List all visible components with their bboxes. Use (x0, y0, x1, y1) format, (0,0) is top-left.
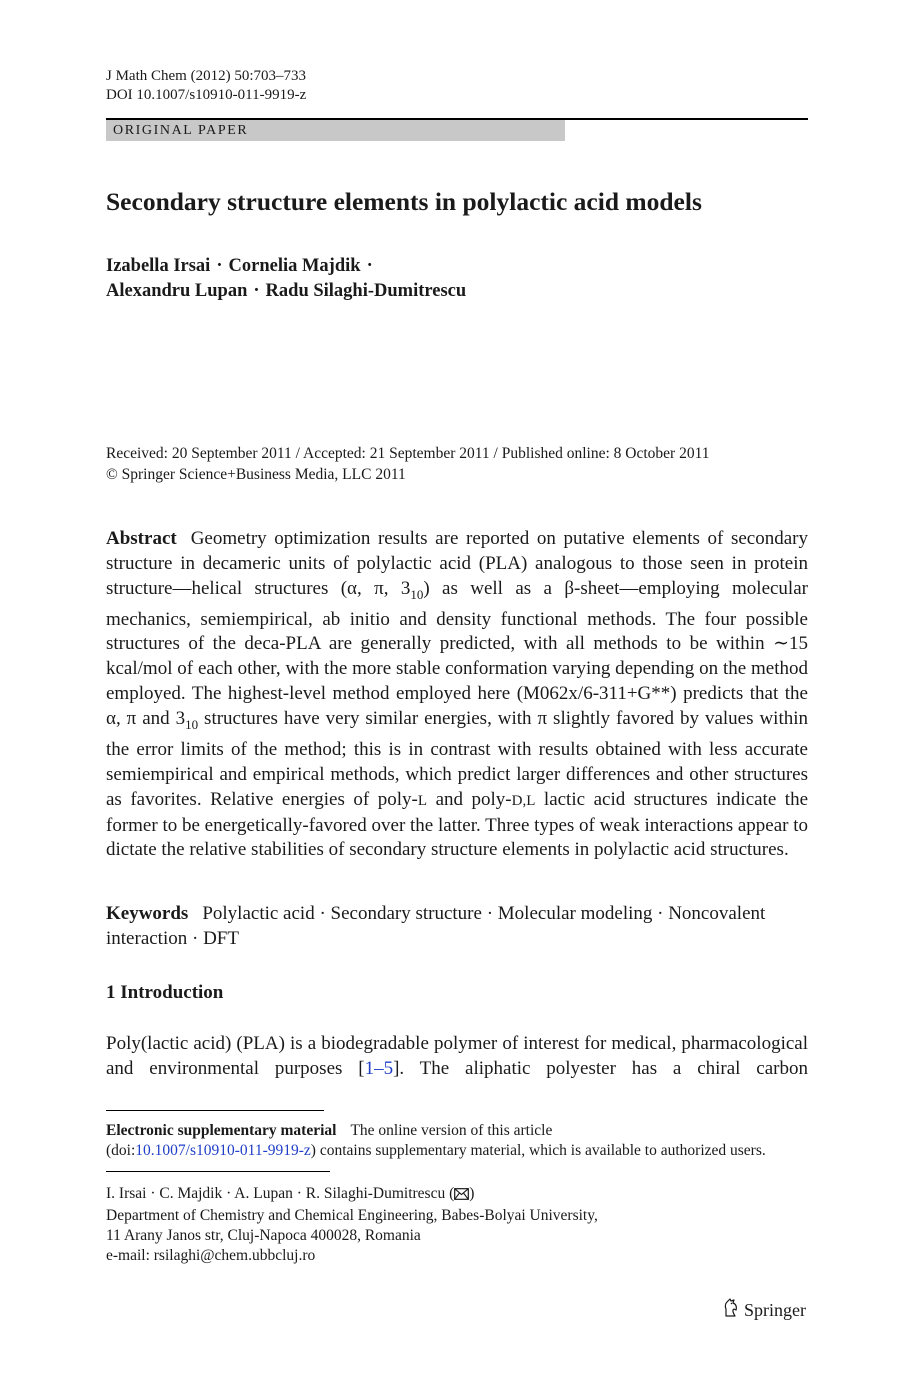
introduction-paragraph (106, 1031, 808, 1081)
springer-horse-icon (722, 1298, 740, 1323)
affiliation (106, 1184, 598, 1266)
abstract-text: lactic acid structures indicate the former to be energetically-favored over the latter. Three types of weak interactions appear to dictate the relative stabilities of secondary structure elements in polylactic acid structures. (106, 788, 809, 861)
journal-header (106, 67, 306, 105)
article-history (106, 443, 710, 485)
section-heading: 1 Introduction (106, 982, 224, 1003)
intro-text: ]. The aliphatic polyester has a chiral carbon (393, 1058, 808, 1079)
publisher-name: Springer (744, 1300, 806, 1320)
intro-text: Poly(lactic acid) (PLA) is a biodegradable polymer of interest for medical, pharmacological and environmental purposes [ (106, 1033, 808, 1079)
affiliation-authors: I. Irsai · C. Majdik · A. Lupan · R. Silaghi-Dumitrescu ( (106, 1185, 455, 1202)
supplementary-text: The online version of this article (350, 1122, 553, 1139)
author-list (106, 254, 466, 304)
article-type-label: ORIGINAL PAPER (106, 120, 565, 141)
subscript: 10 (410, 586, 424, 602)
reference-link[interactable]: 5 (383, 1058, 394, 1079)
supplementary-note (106, 1121, 808, 1161)
affiliation-department: Department of Chemistry and Chemical Engineering, Babes-Bolyai University, (106, 1207, 598, 1224)
small-caps-text: L (417, 792, 428, 809)
abstract-text: structures have very similar energies, with π slightly favored by values within the error limits of the method; this is in contrast with results obtained with less accurate semiempirical and empirical methods, which predict larger differences and other structures as favorites. Relative energies of poly- (106, 708, 808, 810)
author-separator: · (253, 281, 260, 301)
footnote-rule (106, 1110, 324, 1111)
keywords-heading: Keywords (106, 903, 189, 924)
paper-title: Secondary structure elements in polylactic acid models (106, 187, 702, 216)
journal-citation: J Math Chem (2012) 50:703–733 (106, 68, 306, 84)
history-dates: Received: 20 September 2011 / Accepted: 21 September 2011 / Published online: 8 October 2011 (106, 445, 710, 462)
affiliation-authors-end: ) (469, 1185, 475, 1202)
abstract-text: Geometry optimization results are reported on putative elements of secondary structure in decameric units of polylactic acid (PLA) analogous to those seen in protein structure—helical structures (α, π, 3 (106, 528, 808, 599)
copyright-line: © Springer Science+Business Media, LLC 2011 (106, 466, 406, 483)
publisher-logo (722, 1298, 806, 1323)
reference-dash: – (374, 1058, 384, 1079)
reference-link[interactable]: 1 (364, 1058, 375, 1079)
affiliation-email: e-mail: rsilaghi@chem.ubbcluj.ro (106, 1247, 316, 1264)
journal-doi: DOI 10.1007/s10910-011-9919-z (106, 87, 307, 103)
supplementary-text: ) contains supplementary material, which is available to authorized users. (310, 1142, 766, 1159)
author-separator: · (216, 256, 223, 276)
author-name: Izabella Irsai (106, 256, 211, 276)
affiliation-address: 11 Arany Janos str, Cluj-Napoca 400028, Romania (106, 1227, 421, 1244)
author-separator: · (366, 256, 373, 276)
author-name: Cornelia Majdik (228, 256, 361, 276)
small-caps-text: D,L (511, 792, 536, 809)
author-name: Radu Silaghi-Dumitrescu (265, 281, 467, 301)
footnote-rule (106, 1171, 330, 1172)
doi-link[interactable]: 10.1007/s10910-011-9919-z (135, 1142, 311, 1159)
subscript: 10 (185, 716, 199, 732)
abstract-text: ) as well as a β-sheet—employing molecular mechanics, semiempirical, ab initio and density functional methods. The four possible structures of the deca-PLA are generally predicted, with all methods to be within ∼15 kcal/mol of each other, with the more stable conformation varying depending on the method employed. The highest-level method employed here (M062x/6-311+G**) predicts that the α, π and 3 (106, 577, 808, 730)
author-name: Alexandru Lupan (106, 281, 248, 301)
keywords (106, 901, 808, 951)
abstract (106, 527, 808, 863)
envelope-icon (454, 1186, 469, 1206)
supplementary-heading: Electronic supplementary material (106, 1122, 337, 1139)
abstract-heading: Abstract (106, 528, 177, 549)
keywords-text: Polylactic acid · Secondary structure · Molecular modeling · Noncovalent interaction · DFT (106, 903, 766, 949)
abstract-text: and poly- (427, 788, 512, 810)
supplementary-text: (doi: (106, 1142, 136, 1159)
